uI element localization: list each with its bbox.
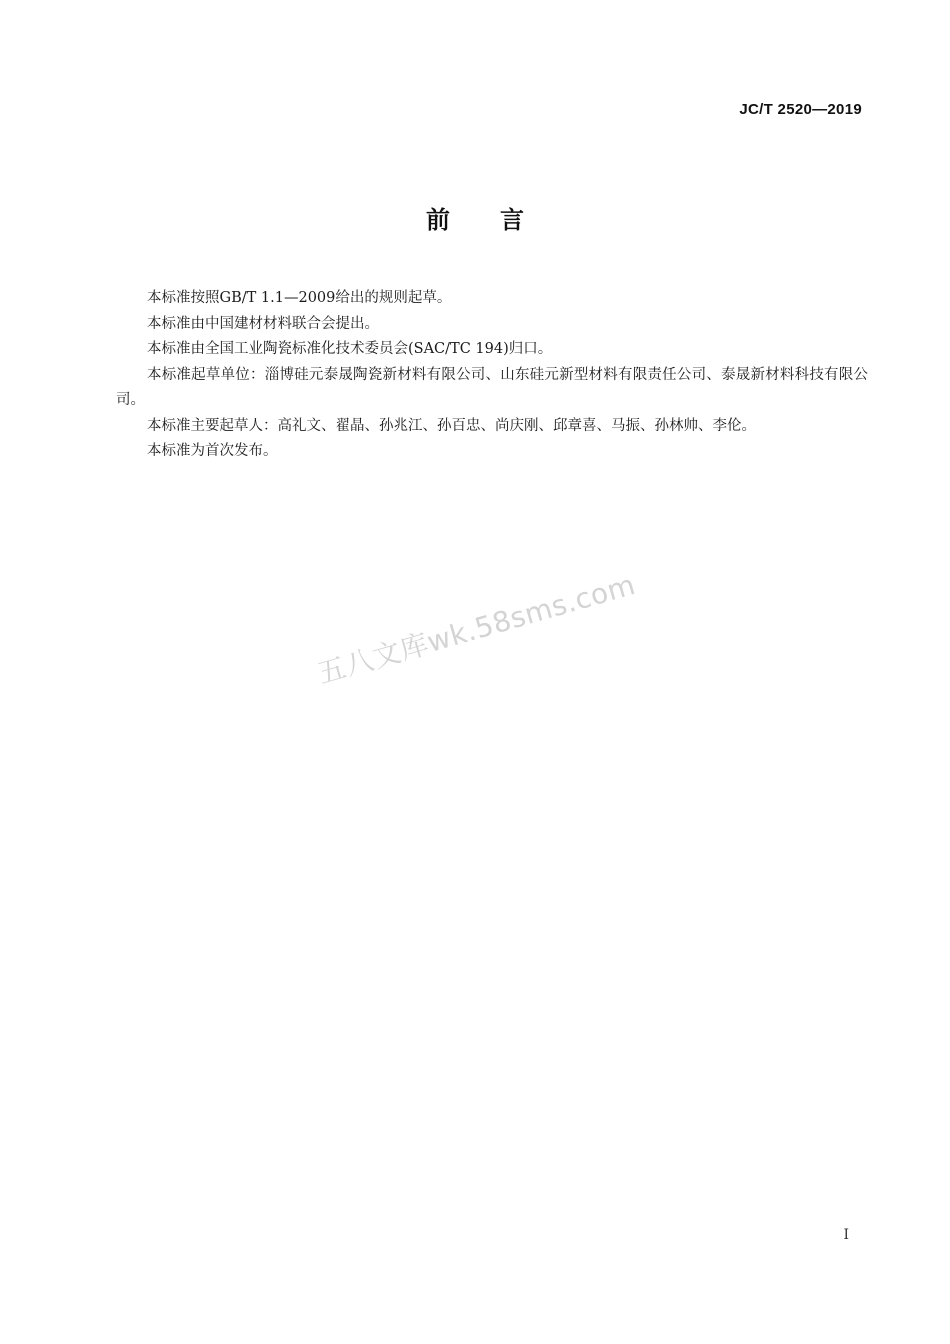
page-title: 前言: [426, 206, 574, 234]
page-number: I: [843, 1227, 849, 1243]
preface-body: [116, 286, 868, 465]
paragraph-drafters: 本标准主要起草人：高礼文、翟晶、孙兆江、孙百忠、尚庆刚、邱章喜、马振、孙林帅、李伦。: [147, 417, 756, 434]
paragraph-technical-committee: 本标准由全国工业陶瓷标准化技术委员会(SAC/TC 194)归口。: [147, 341, 553, 357]
paragraph-drafting-rules: 本标准按照GB/T 1.1—2009给出的规则起草。: [147, 290, 452, 306]
paragraph-first-release: 本标准为首次发布。: [147, 443, 278, 459]
paragraph-proposer: 本标准由中国建材材料联合会提出。: [147, 315, 379, 332]
paragraph-drafting-units: 本标准起草单位：淄博硅元泰晟陶瓷新材料有限公司、山东硅元新型材料有限责任公司、泰晟新材料科技有限公司。: [116, 366, 868, 408]
standard-number: JC/T 2520—2019: [739, 101, 862, 118]
watermark: 五八文库wk.58sms.com: [313, 567, 640, 691]
